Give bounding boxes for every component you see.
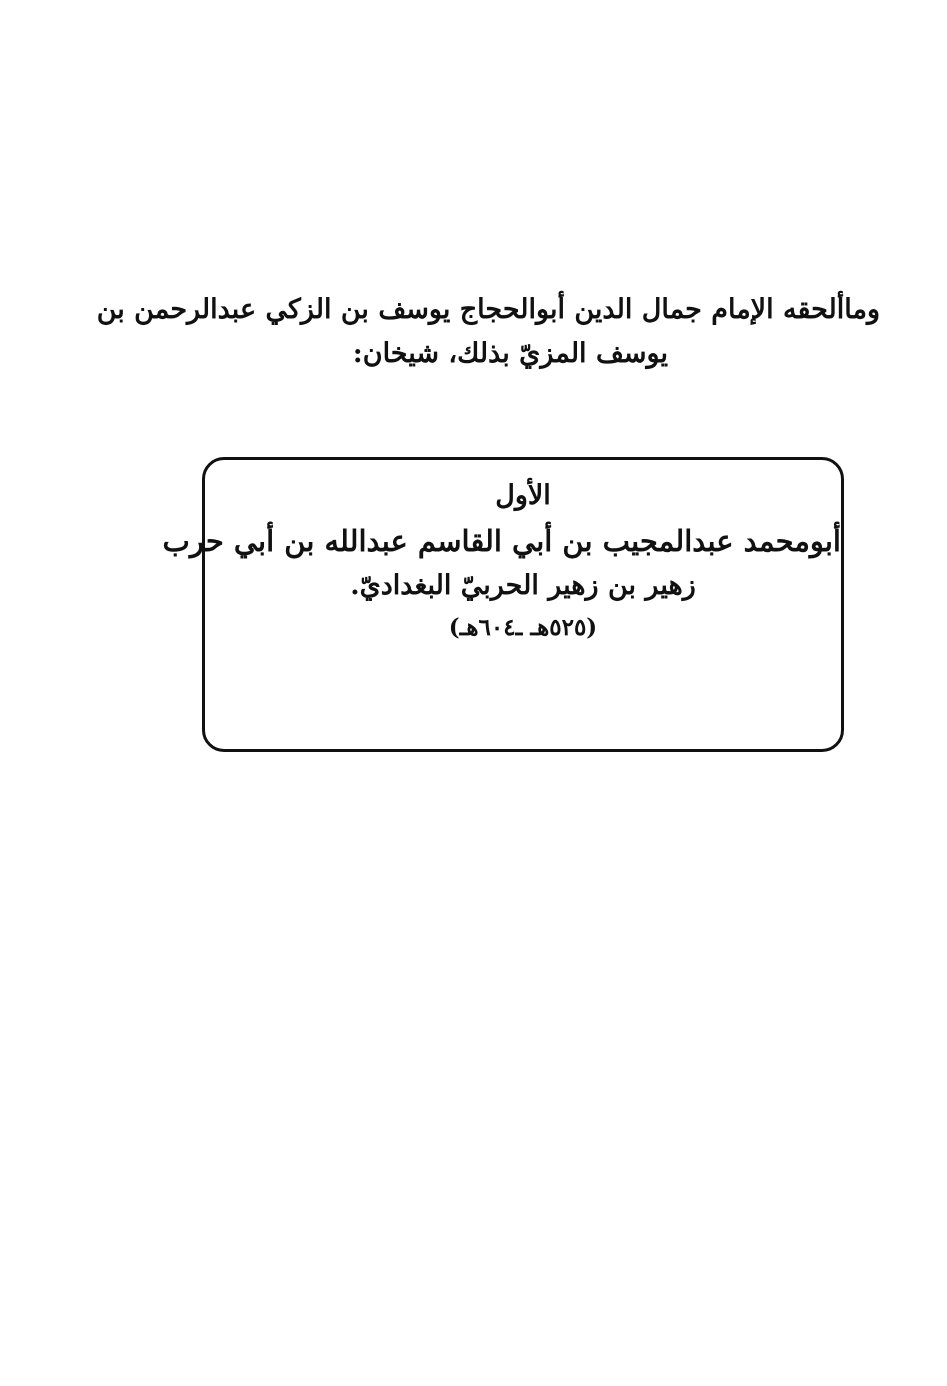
first-sheikh-box: [162, 457, 844, 752]
sheikh-dates: (٥٢٥هـ ـ٦٠٤هـ): [448, 614, 598, 641]
box-heading: الأول: [495, 480, 551, 511]
intro-line-1: وماألحقه الإمام جمال الدين أبوالحجاج يوسف بن الزكي عبدالرحمن بن: [96, 294, 880, 325]
intro-paragraph: [96, 288, 880, 376]
sheikh-name-line-2: زهير بن زهير الحربيّ البغداديّ.: [350, 570, 696, 601]
intro-line-2: يوسف المزيّ بذلك، شيخان:: [352, 338, 668, 369]
sheikh-name-line-1: أبومحمد عبدالمجيب بن أبي القاسم عبدالله بن أبي حرب: [162, 524, 841, 558]
